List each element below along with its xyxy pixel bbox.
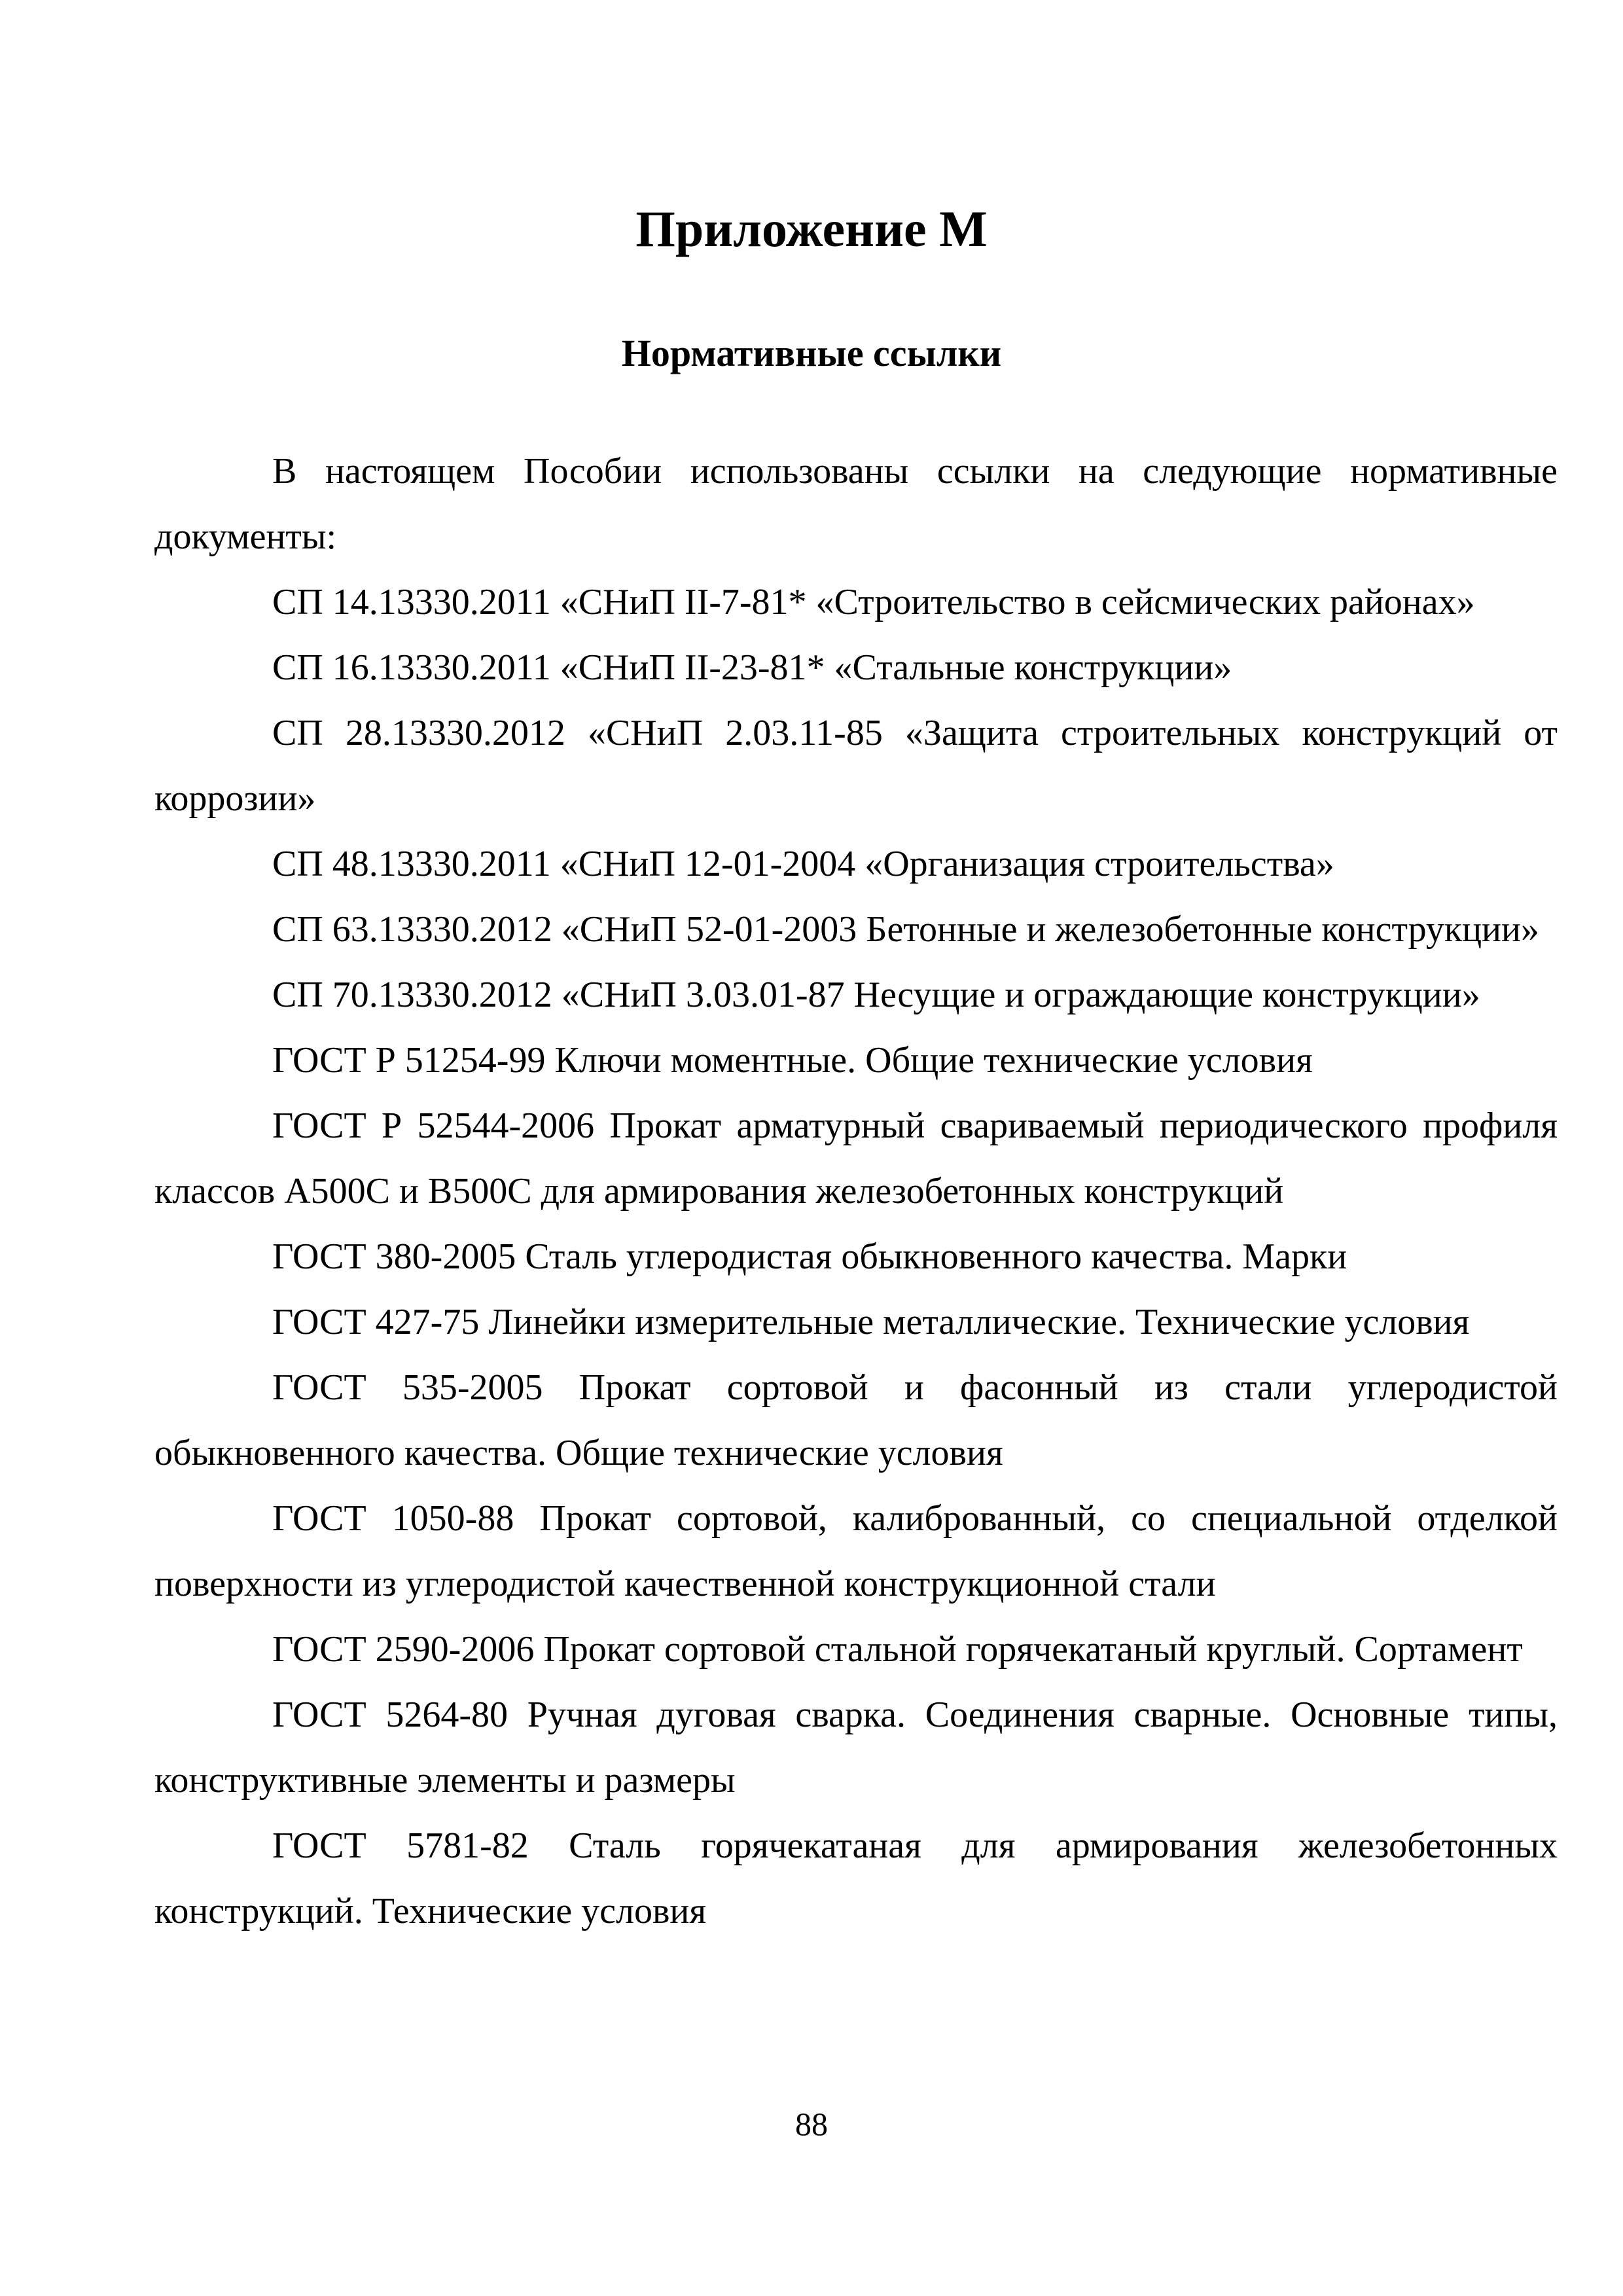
reference-item: ГОСТ 1050-88 Прокат сортовой, калиброванный, со специальной отделкой поверхности из углеродистой качественной конструкционной стали (154, 1498, 1558, 1604)
reference-item: СП 28.13330.2012 «СНиП 2.03.11-85 «Защита строительных конструкций от коррозии» (154, 713, 1558, 819)
reference-item: ГОСТ 535-2005 Прокат сортовой и фасонный из стали углеродистой обыкновенного качества. Общие технические условия (154, 1367, 1558, 1473)
reference-item: СП 16.13330.2011 «СНиП II-23-81* «Стальные конструкции» (272, 647, 1232, 688)
section-title: Нормативные ссылки (621, 332, 1002, 374)
reference-item: ГОСТ Р 51254-99 Ключи моментные. Общие технические условия (272, 1040, 1313, 1081)
reference-item: ГОСТ Р 52544-2006 Прокат арматурный свариваемый периодического профиля классов А500С и В500С для армирования железобетонных конструкций (154, 1105, 1558, 1211)
reference-item: СП 48.13330.2011 «СНиП 12-01-2004 «Организация строительства» (272, 844, 1334, 884)
reference-item: ГОСТ 5264-80 Ручная дуговая сварка. Соединения сварные. Основные типы, конструктивные элементы и размеры (154, 1695, 1558, 1801)
references-list (154, 439, 1558, 1944)
reference-item: СП 70.13330.2012 «СНиП 3.03.01-87 Несущие и ограждающие конструкции» (272, 975, 1480, 1015)
reference-item: ГОСТ 2590-2006 Прокат сортовой стальной горячекатаный круглый. Сортамент (272, 1629, 1523, 1670)
reference-item: СП 63.13330.2012 «СНиП 52-01-2003 Бетонные и железобетонные конструкции» (272, 909, 1539, 950)
reference-item: ГОСТ 5781-82 Сталь горячекатаная для армирования железобетонных конструкций. Технические условия (154, 1825, 1558, 1931)
page-number: 88 (795, 2106, 828, 2142)
appendix-title: Приложение М (635, 200, 988, 257)
intro-paragraph: В настоящем Пособии использованы ссылки на следующие нормативные документы: (154, 451, 1558, 557)
reference-item: СП 14.13330.2011 «СНиП II-7-81* «Строительство в сейсмических районах» (272, 582, 1475, 622)
reference-item: ГОСТ 380-2005 Сталь углеродистая обыкновенного качества. Марки (272, 1236, 1347, 1277)
reference-item: ГОСТ 427-75 Линейки измерительные металлические. Технические условия (272, 1302, 1470, 1342)
